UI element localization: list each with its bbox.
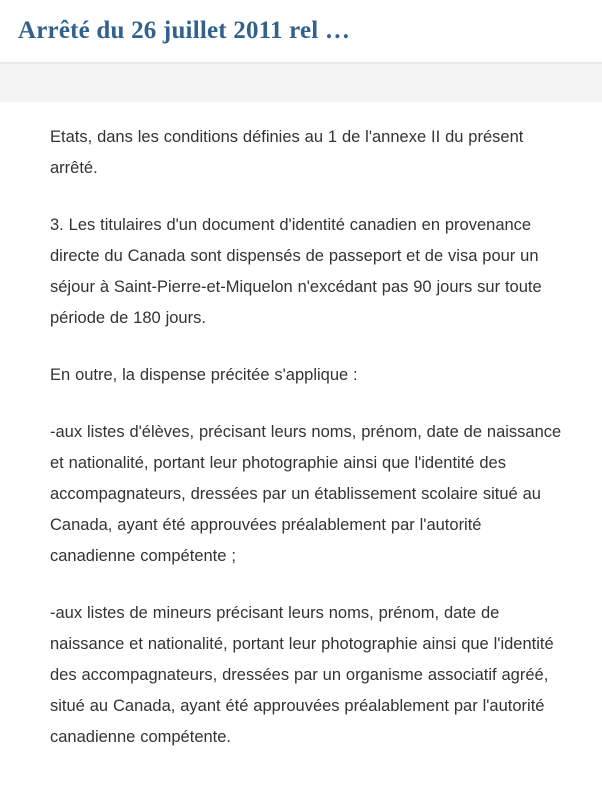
paragraph: -aux listes d'élèves, précisant leurs noms, prénom, date de naissance et nationalité, portant leur photographie ainsi que l'identité des accompagnateurs, dressées par un établissement scolaire situé au Canada, ayant été approuvées préalablement par l'autorité canadienne compétente ;	[50, 423, 562, 565]
paragraph: Etats, dans les conditions définies au 1 de l'annexe II du présent arrêté.	[50, 128, 524, 177]
paragraph: -aux listes de mineurs précisant leurs noms, prénom, date de naissance et nationalité, portant leur photographie ainsi que l'identité des accompagnateurs, dressées par un organisme associatif agréé, situé au Canada, ayant été approuvées préalablement par l'autorité canadienne compétente.	[50, 604, 554, 746]
toolbar-strip	[0, 64, 602, 102]
page-title: Arrêté du 26 juillet 2011 rel …	[18, 17, 351, 44]
paragraph: 3. Les titulaires d'un document d'identité canadien en provenance directe du Canada sont dispensés de passeport et de visa pour un séjour à Saint-Pierre-et-Miquelon n'excédant pas 90 jours sur toute période de 180 jours.	[50, 216, 542, 327]
document-body	[0, 102, 602, 753]
document-header	[0, 0, 602, 62]
paragraph: En outre, la dispense précitée s'applique :	[50, 366, 358, 384]
